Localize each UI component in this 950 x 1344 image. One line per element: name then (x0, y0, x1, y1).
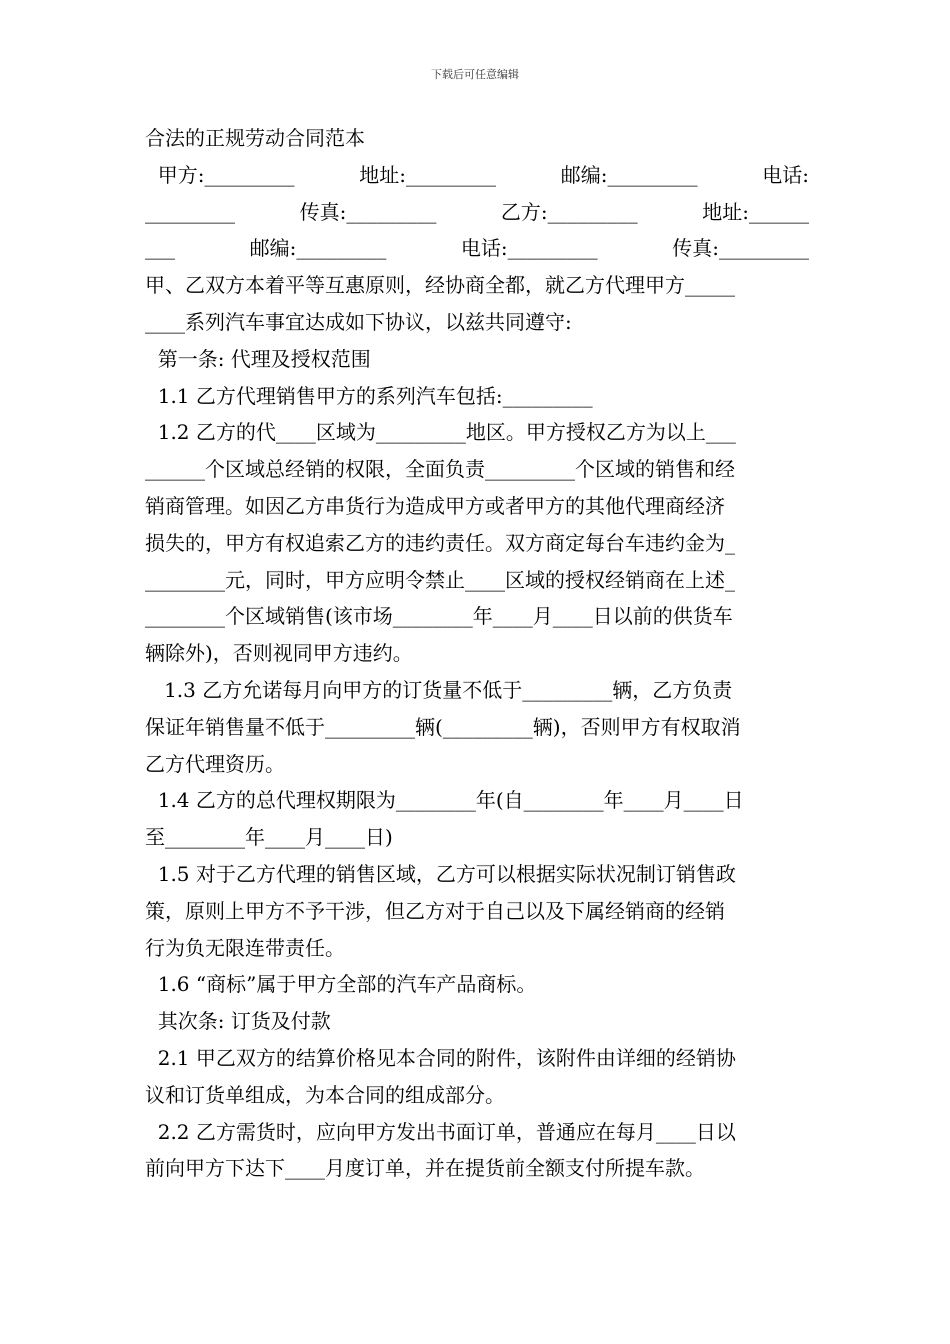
body-line: 1.1 乙方代理销售甲方的系列汽车包括:_________ (145, 383, 593, 408)
body-line: 1.3 乙方允诺每月向甲方的订货量不低于_________辆，乙方负责 (145, 677, 733, 702)
body-line: ____系列汽车事宜达成如下协议，以兹共同遵守: (145, 309, 572, 334)
address-field: 地址:_________ (359, 162, 496, 187)
fax-b-field: 传真:_________ (672, 236, 809, 261)
body-line: 销商管理。如因乙方串货行为造成甲方或者甲方的其他代理商经济 (145, 493, 725, 518)
body-line: 1.2 乙方的代____区域为_________地区。甲方授权乙方为以上___ (145, 420, 736, 445)
section-heading: 其次条: 订货及付款 (145, 1009, 331, 1034)
body-line: ______个区域总经销的权限，全面负责_________个区域的销售和经 (145, 457, 735, 482)
body-line: ________元，同时，甲方应明令禁止____区域的授权经销商在上述_ (145, 567, 735, 592)
body-line: 行为负无限连带责任。 (145, 935, 345, 960)
body-line: 1.6 “商标”属于甲方全部的汽车产品商标。 (145, 972, 537, 997)
party-info-row-2 (145, 194, 809, 231)
contract-body (145, 120, 809, 1187)
body-line: 乙方代理资历。 (145, 751, 285, 776)
postcode-field: 邮编:_________ (560, 162, 698, 187)
party-info-row-3 (145, 230, 809, 267)
body-line: 至________年____月____日) (145, 825, 393, 850)
body-line: 1.4 乙方的总代理权期限为________年(自________年____月____日 (145, 788, 744, 813)
body-line: 前向甲方下达下____月度订单，并在提货前全额支付所提车款。 (145, 1156, 705, 1181)
address-b-field: 地址:______ (702, 199, 809, 224)
body-line: 议和订货单组成，为本合同的组成部分。 (145, 1082, 505, 1107)
body-line: 保证年销售量不低于_________辆(_________辆)，否则甲方有权取消 (145, 714, 741, 739)
party-a-field: 甲方:_________ (145, 162, 295, 187)
body-line: 损失的，甲方有权追索乙方的违约责任。双方商定每台车违约金为_ (145, 530, 735, 555)
page-header-note: 下载后可任意编辑 (431, 68, 519, 81)
address-b-blank: ___ (145, 236, 175, 261)
body-line: 1.5 对于乙方代理的销售区域，乙方可以根据实际状况制订销售政 (145, 861, 736, 886)
phone-b-field: 电话:_________ (460, 236, 598, 261)
fax-field: 传真:_________ (299, 199, 437, 224)
document-title: 合法的正规劳动合同范本 (145, 126, 365, 150)
body-line: 策，原则上甲方不予干涉，但乙方对于自己以及下属经销商的经销 (145, 898, 725, 923)
party-b-field: 乙方:_________ (500, 199, 638, 224)
phone-blank: _________ (145, 199, 235, 224)
party-info-row-1 (145, 157, 809, 194)
body-line: 辆除外)，否则视同甲方违约。 (145, 641, 413, 666)
section-heading: 第一条: 代理及授权范围 (145, 346, 371, 371)
postcode-b-field: 邮编:_________ (249, 236, 387, 261)
body-line: 2.2 乙方需货时，应向甲方发出书面订单，普通应在每月____日以 (145, 1119, 736, 1144)
body-line: 甲、乙双方本着平等互惠原则，经协商全都，就乙方代理甲方_____ (145, 273, 735, 298)
phone-field: 电话: (762, 162, 809, 187)
body-line: 2.1 甲乙双方的结算价格见本合同的附件，该附件由详细的经销协 (145, 1045, 736, 1070)
body-line: ________个区域销售(该市场________年____月____日以前的供货车 (145, 604, 733, 629)
